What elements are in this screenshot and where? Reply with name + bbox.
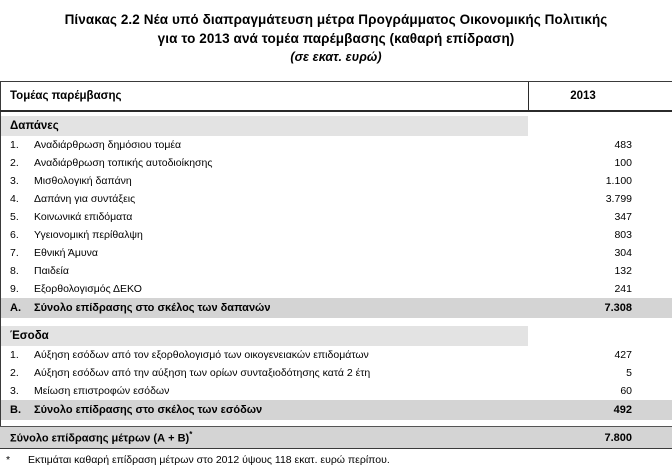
grand-total-value: 7.800 <box>604 431 632 444</box>
footnote <box>0 449 672 466</box>
row-label: Μείωση επιστροφών εσόδων <box>34 385 170 397</box>
table-row <box>0 364 672 382</box>
row-label: Μισθολογική δαπάνη <box>34 175 132 187</box>
row-number: 7. <box>10 247 19 259</box>
table-header-row <box>0 82 672 110</box>
grand-total-label <box>0 430 532 445</box>
row-label: Δαπάνη για συντάξεις <box>34 193 136 205</box>
row-number: 5. <box>10 211 19 223</box>
row-label: Εξορθολογισμός ΔΕΚΟ <box>34 283 142 295</box>
subtotal-label: Σύνολο επίδρασης στο σκέλος των δαπανών <box>34 302 271 314</box>
row-value: 1.100 <box>605 175 632 187</box>
row-number: 4. <box>10 193 19 205</box>
row-number: 3. <box>10 175 19 187</box>
subtotal-value: 492 <box>613 404 632 416</box>
table-row <box>0 136 672 154</box>
column-header-label: Τομέας παρέμβασης <box>10 90 122 102</box>
row-label: Αναδιάρθρωση δημόσιου τομέα <box>34 139 182 151</box>
column-header-year: 2013 <box>570 90 596 102</box>
row-label: Υγειονομική περίθαλψη <box>34 229 143 241</box>
row-number: 6. <box>10 229 19 241</box>
table-row <box>0 262 672 280</box>
row-value: 347 <box>614 211 632 223</box>
row-value: 3.799 <box>605 193 632 205</box>
grand-total-footnote-marker: * <box>189 430 193 440</box>
row-value: 60 <box>620 385 632 397</box>
table-row <box>0 382 672 400</box>
row-number: 9. <box>10 283 19 295</box>
subtotal-value: 7.308 <box>604 302 632 314</box>
table-title <box>0 0 672 73</box>
table-row <box>0 190 672 208</box>
rule-table-bottom <box>0 448 672 449</box>
subtotal-label: Σύνολο επίδρασης στο σκέλος των εσόδων <box>34 404 263 416</box>
data-table <box>0 81 672 449</box>
table-row <box>0 244 672 262</box>
row-number: 8. <box>10 265 19 277</box>
row-label: Παιδεία <box>34 265 69 277</box>
table-row <box>0 208 672 226</box>
subtotal-row-revenue <box>0 400 672 420</box>
grand-total-row <box>0 427 672 448</box>
row-number: 2. <box>10 157 19 169</box>
row-label: Αύξηση εσόδων από τον εξορθολογισμό των οικογενειακών επιδομάτων <box>34 349 369 361</box>
row-value: 803 <box>614 229 632 241</box>
row-number: 2. <box>10 367 19 379</box>
title-table-spacer <box>0 73 672 81</box>
table-left-border-body-1 <box>0 112 1 426</box>
table-row <box>0 346 672 364</box>
gap-above-grand-total <box>0 420 672 426</box>
row-value: 100 <box>614 157 632 169</box>
section-header-expenses <box>0 116 672 136</box>
row-value: 132 <box>614 265 632 277</box>
section-title-expenses: Δαπάνες <box>10 120 59 132</box>
row-value: 304 <box>614 247 632 259</box>
gap-between-sections <box>0 318 672 326</box>
grand-total-label-text: Σύνολο επίδρασης μέτρων (Α + Β) <box>10 432 190 445</box>
row-label: Αναδιάρθρωση τοπικής αυτοδιοίκησης <box>34 157 213 169</box>
header-column-divider <box>528 82 529 110</box>
row-value: 483 <box>614 139 632 151</box>
subtotal-row-expenses <box>0 298 672 318</box>
section-band-revenue <box>1 326 528 346</box>
row-label: Κοινωνικά επιδόματα <box>34 211 133 223</box>
table-left-border <box>0 82 1 110</box>
subtotal-letter: Β. <box>10 404 21 416</box>
table-row <box>0 226 672 244</box>
table-row <box>0 172 672 190</box>
section-header-revenue <box>0 326 672 346</box>
row-number: 3. <box>10 385 19 397</box>
section-title-revenue: Έσοδα <box>10 330 49 342</box>
table-row <box>0 280 672 298</box>
title-line-2: για το 2013 ανά τομέα παρέμβασης (καθαρή επίδραση) <box>157 31 515 46</box>
row-number: 1. <box>10 349 19 361</box>
section-band-expenses <box>1 116 528 136</box>
title-line-units: (σε εκατ. ευρώ) <box>290 50 382 64</box>
title-line-1: Πίνακας 2.2 Νέα υπό διαπραγμάτευση μέτρα Προγράμματος Οικονομικής Πολιτικής <box>64 12 608 27</box>
row-value: 241 <box>614 283 632 295</box>
footnote-marker: * <box>6 454 11 466</box>
row-value: 5 <box>626 367 632 379</box>
row-number: 1. <box>10 139 19 151</box>
row-value: 427 <box>614 349 632 361</box>
table-row <box>0 154 672 172</box>
subtotal-letter: Α. <box>10 302 21 314</box>
row-label: Εθνική Άμυνα <box>34 247 98 259</box>
footnote-text: Εκτιμάται καθαρή επίδραση μέτρων στο 2012 ύψους 118 εκατ. ευρώ περίπου. <box>28 454 390 466</box>
row-label: Αύξηση εσόδων από την αύξηση των ορίων συνταξιοδότησης κατά 2 έτη <box>34 367 371 379</box>
